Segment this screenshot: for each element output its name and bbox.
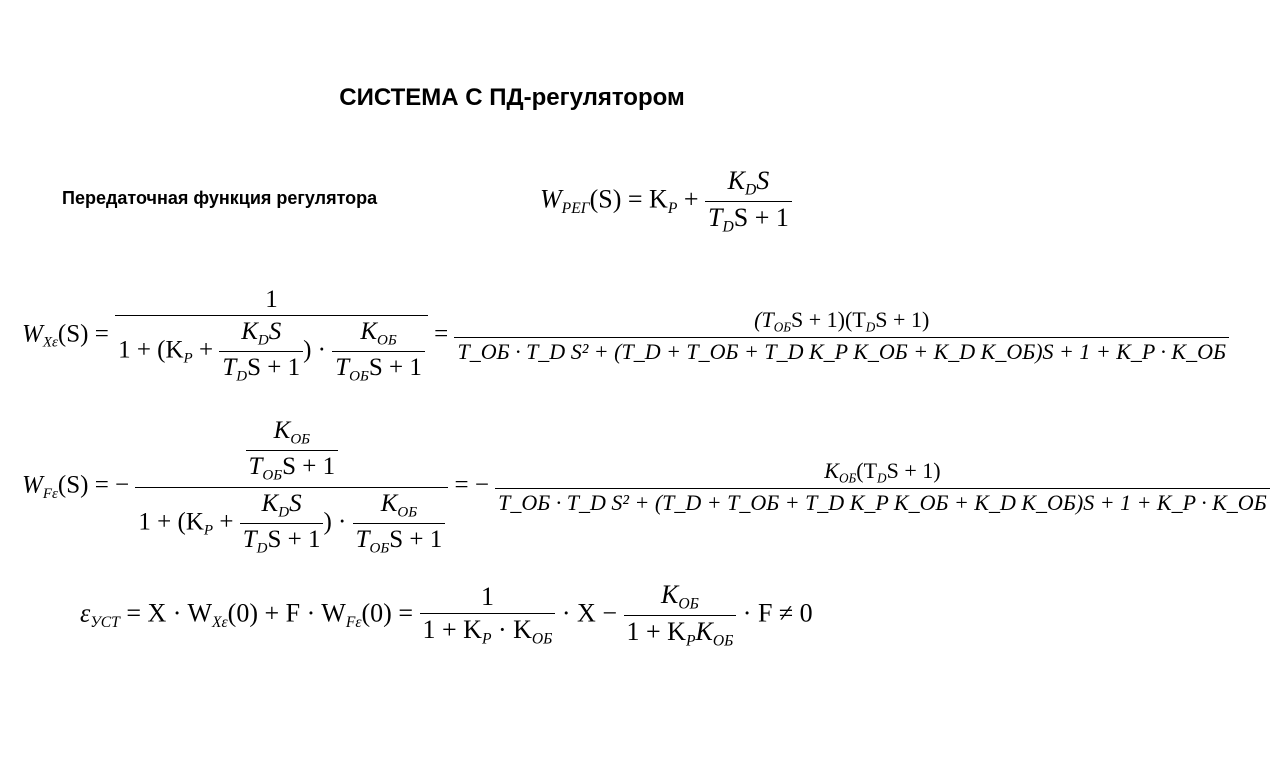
- eps-fraction-1: $\frac{1}{1 + K_P \cdot K_{ОБ}}$: [420, 584, 556, 647]
- page-title: СИСТЕМА С ПД-регулятором: [339, 84, 685, 111]
- regulator-formula: $W_{РЕГ}(S) = K_P$ + $\frac{K_DS}{T_DS + 1}$: [540, 168, 792, 235]
- wf-main-fraction: $\frac{K_{ОБ}}{T_{ОБ}S + 1}$ $1 + (K_P$ + $\frac{K_DS}{T_DS + 1}$ ) · $\frac{K_{ОБ}}{T_{ОБ}S + 1}$: [135, 418, 448, 556]
- wx-formula: $W_{X\varepsilon}(S)$ = 1 $1 + (K_P$ + $\frac{K_DS}{T_DS + 1}$ ) · $\frac{K_{ОБ}}{T_{ОБ}S + 1}$ = $(T_{ОБ}S + 1)(T_DS + 1)$ T_ОБ · T_D S² + (T_D + T_ОБ + T_D K_P K_ОБ + K_D K_ОБ)S + 1 + K_P · K_ОБ: [22, 287, 1229, 385]
- eps-fraction-2: $\frac{K_{ОБ}}{1 + K_PK_{ОБ}}$: [624, 582, 737, 649]
- wf-formula: $W_{F\varepsilon}(S)$ = − $\frac{K_{ОБ}}{T_{ОБ}S + 1}$ $1 + (K_P$ + $\frac{K_DS}{T_DS + 1}$ ) · $\frac{K_{ОБ}}{T_{ОБ}S + 1}$ = − $K_{ОБ}(T_DS + 1)$ T_ОБ · T_D S² + (T_D + T_ОБ + T_D K_P K_ОБ + K_D K_ОБ)S + 1 + K_P · K_ОБ: [22, 418, 1270, 556]
- epsilon-formula: $\varepsilon_{УСТ} = X \cdot W_{X\varepsilon}(0) + F \cdot W_{F\varepsilon}(0)$ = $\frac{1}{1 + K_P \cdot K_{ОБ}}$ · X − $\frac{K_{ОБ}}{1 + K_PK_{ОБ}}$ · F ≠ 0: [80, 580, 813, 650]
- regulator-fraction: $\frac{K_DS}{T_DS + 1}$: [705, 168, 792, 235]
- wx-main-fraction: 1 $1 + (K_P$ + $\frac{K_DS}{T_DS + 1}$ ) · $\frac{K_{ОБ}}{T_{ОБ}S + 1}$: [115, 287, 428, 385]
- wx-rhs-fraction: $(T_{ОБ}S + 1)(T_DS + 1)$ T_ОБ · T_D S² + (T_D + T_ОБ + T_D K_P K_ОБ + K_D K_ОБ)S + 1 + K_P · K_ОБ: [454, 309, 1229, 363]
- subtitle: Передаточная функция регулятора: [62, 188, 378, 208]
- wf-rhs-fraction: $K_{ОБ}(T_DS + 1)$ T_ОБ · T_D S² + (T_D + T_ОБ + T_D K_P K_ОБ + K_D K_ОБ)S + 1 + K_P · K_ОБ: [495, 460, 1270, 514]
